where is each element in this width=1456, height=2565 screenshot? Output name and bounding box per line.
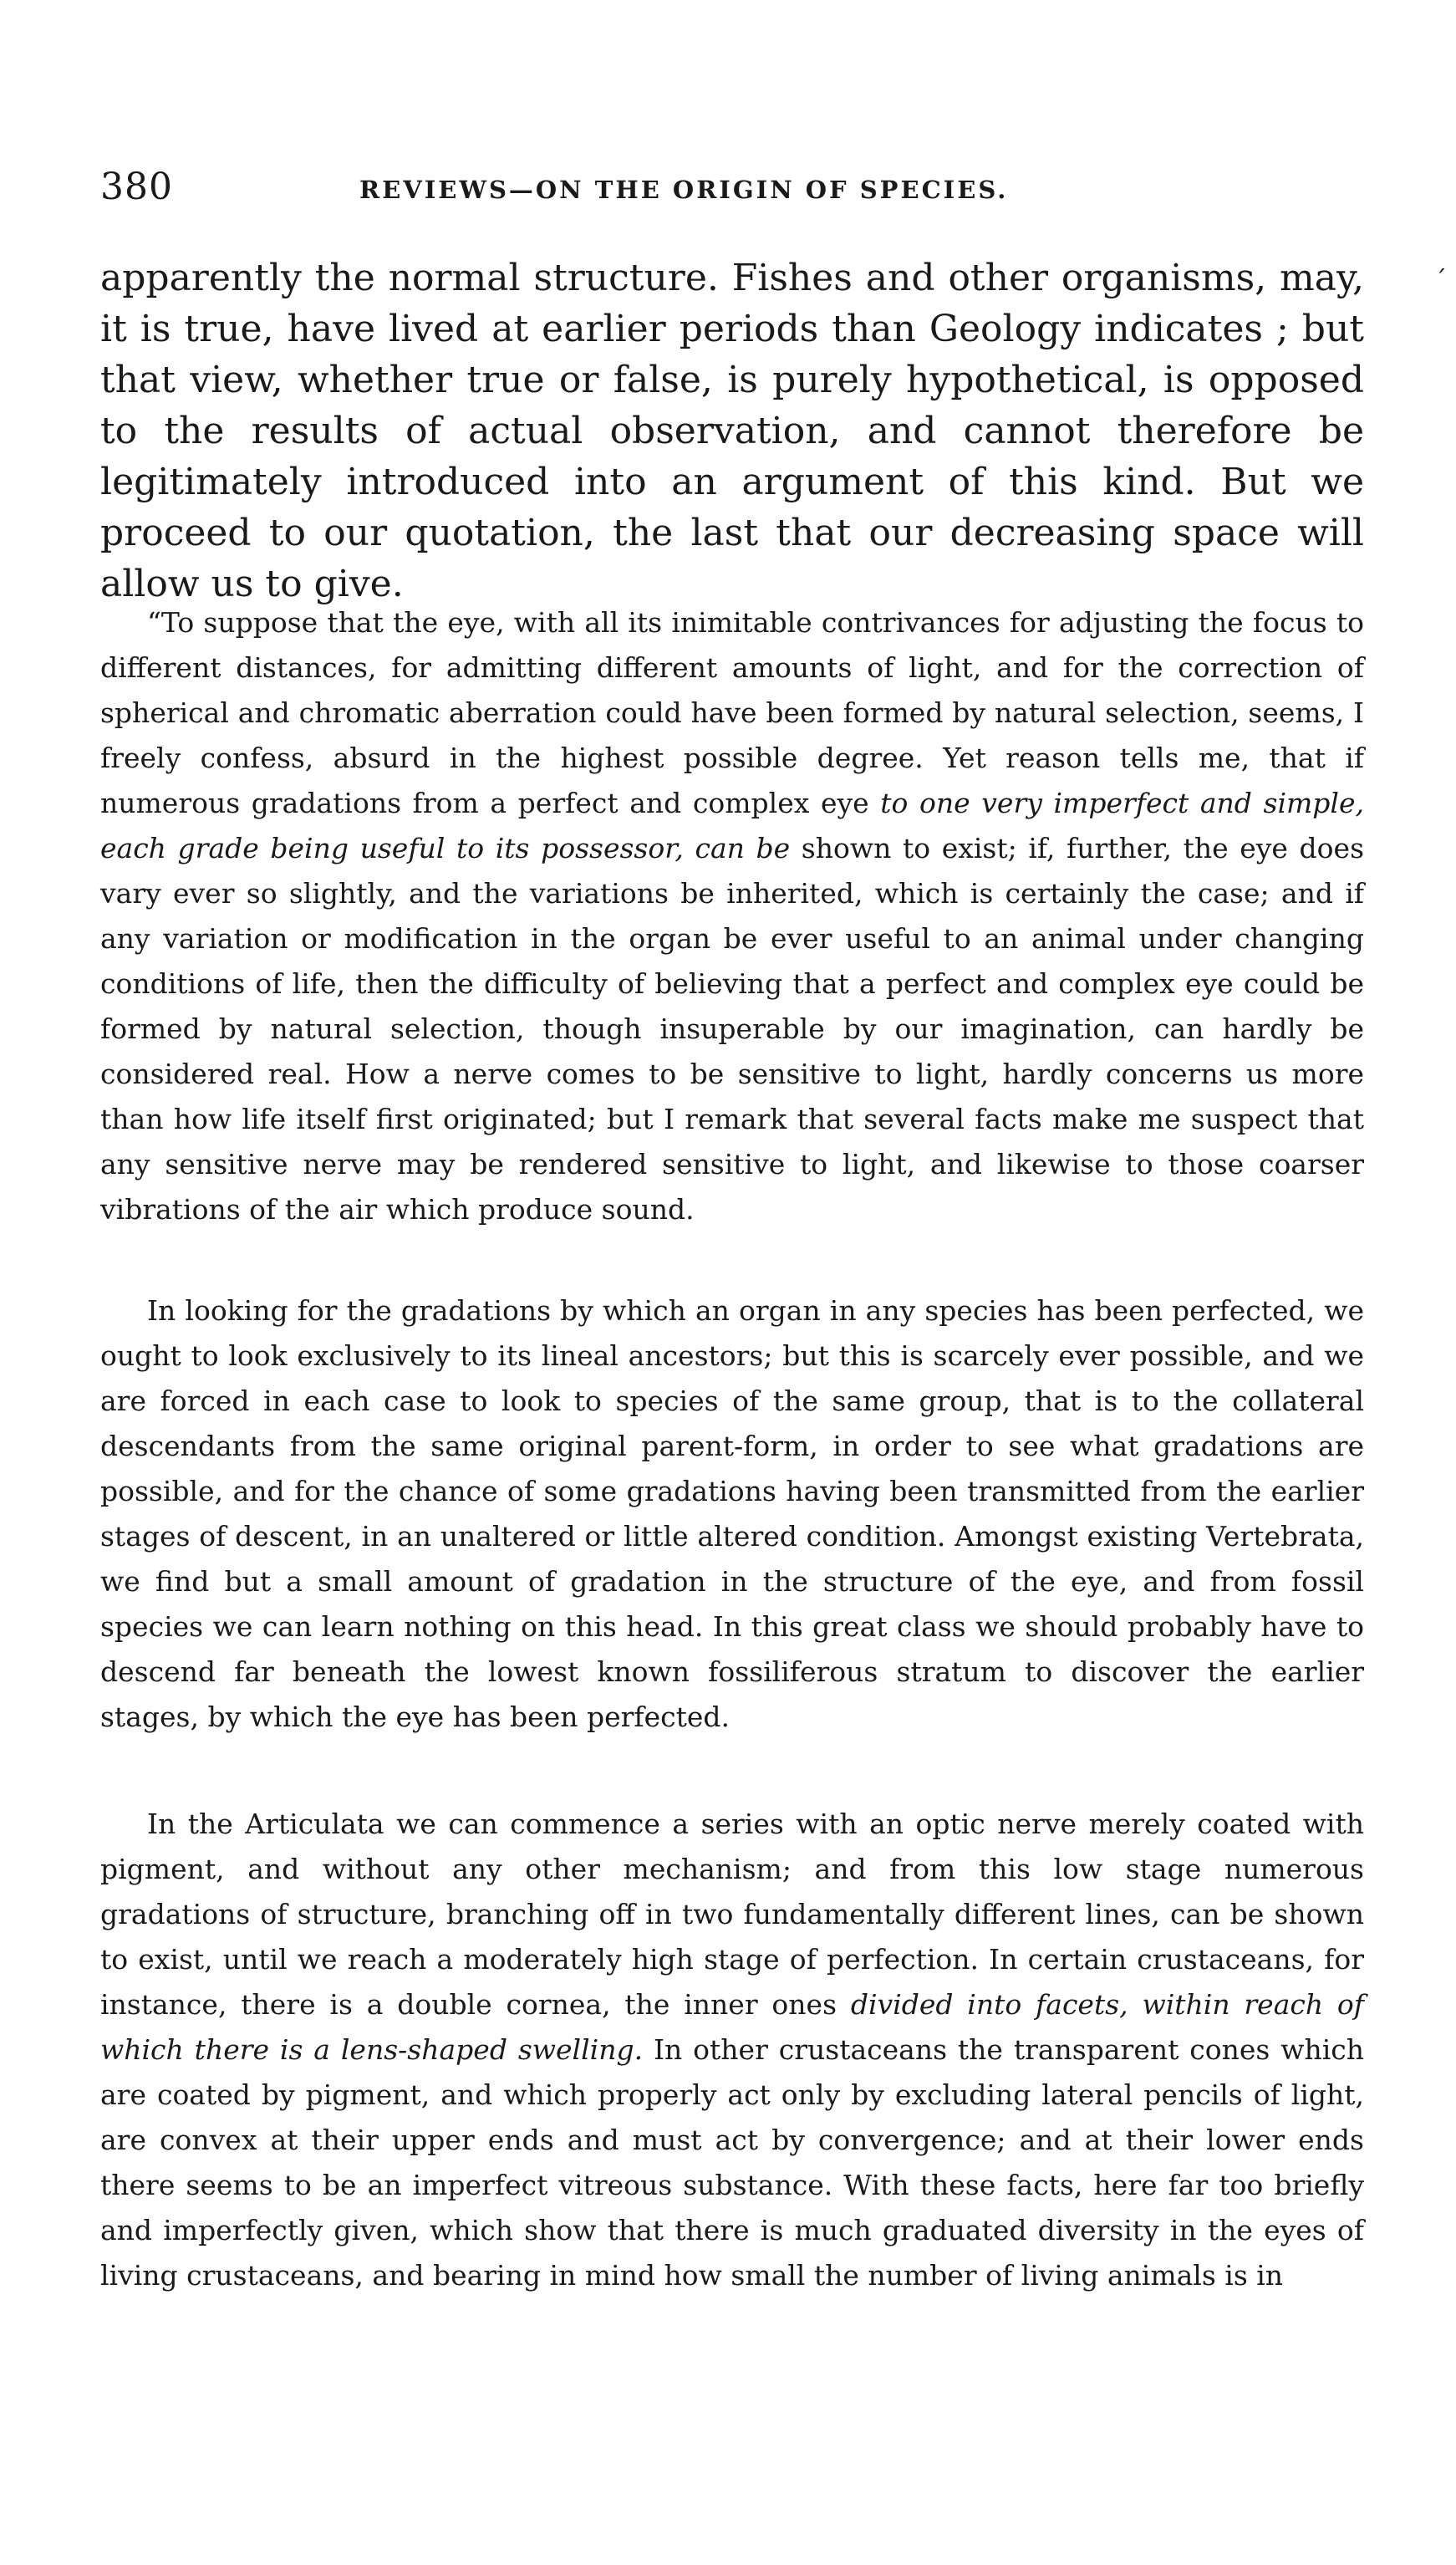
margin-mark: ´ <box>1434 266 1447 295</box>
page-number: 380 <box>100 166 173 208</box>
intro-paragraph: apparently the normal structure. Fishes and other organisms, may, it is true, have lived at earlier periods than Geology indicates ; but that view, whether true or false, is purely hypothetical, is opposed to the results of actual observation, and cannot therefore be legitimately introduced into an argument of this kind. But we proceed to our quotation, the last that our decreasing space will allow us to give. <box>100 257 1364 605</box>
articulata-text-2: In other crustaceans the transparent cones which are coated by pigment, and which properly act only by excluding lateral pencils of light, are convex at their upper ends and must act by convergence; and at their lower ends there seems to be an imperfect vitreous substance. With these facts, here far too briefly and imperfectly given, which show that there is much graduated diversity in the eyes of living crustaceans, and bearing in mind how small the number of living animals is in <box>100 2033 1365 2292</box>
articulata-paragraph <box>100 1802 1364 2298</box>
quotation-text-1: “To suppose that the eye, with all its inimitable contrivances for adjusting the focus to different distances, for admitting different amounts of light, and for the correction of spherical and chromatic aberration could have been formed by natural selection, seems, I freely confess, absurd in the highest possible degree. Yet reason tells me, that if numerous gradations from a perfect and complex eye <box>100 606 1364 819</box>
quotation-paragraph <box>100 600 1364 1232</box>
articulata-italic-text: divided into facets, within reach of which there is a lens-shaped swelling. <box>100 1988 1365 2066</box>
page-header <box>100 166 1371 216</box>
gradations-paragraph: In looking for the gradations by which an organ in any species has been perfected, we ought to look exclusively to its lineal ancestors; but this is scarcely ever possible, and we are forced in each case to look to species of the same group, that is to the collateral descendants from the same original parent-form, in order to see what gradations are possible, and for the chance of some gradations having been transmitted from the earlier stages of descent, in an unaltered or little altered condition. Amongst existing Vertebrata, we find but a small amount of gradation in the structure of the eye, and from fossil species we can learn nothing on this head. In this great class we should probably have to descend far beneath the lowest known fossiliferous stratum to discover the earlier stages, by which the eye has been perfected. <box>100 1294 1364 1733</box>
quotation-italic-text: to one very imperfect and simple, each grade being useful to its possessor, can be <box>100 787 1364 864</box>
running-title: REVIEWS—ON THE ORIGIN OF SPECIES. <box>359 176 1009 204</box>
quotation-text-2: shown to exist; if, further, the eye does vary ever so slightly, and the variations be inherited, which is certainly the case; and if any variation or modification in the organ be ever useful to an animal under changing conditions of life, then the difficulty of believing that a perfect and complex eye could be formed by natural selection, though insuperable by our imagination, can hardly be considered real. How a nerve comes to be sensitive to light, hardly concerns us more than how life itself first originated; but I remark that several facts make me suspect that any sensitive nerve may be rendered sensitive to light, and likewise to those coarser vibrations of the air which produce sound. <box>100 832 1365 1226</box>
articulata-text-1: In the Articulata we can commence a series with an optic nerve merely coated with pigment, and without any other mechanism; and from this low stage numerous gradations of structure, branching off in two fundamentally different lines, can be shown to exist, until we reach a moderately high stage of perfection. In certain crustaceans, for instance, there is a double cornea, the inner ones <box>100 1808 1364 2021</box>
